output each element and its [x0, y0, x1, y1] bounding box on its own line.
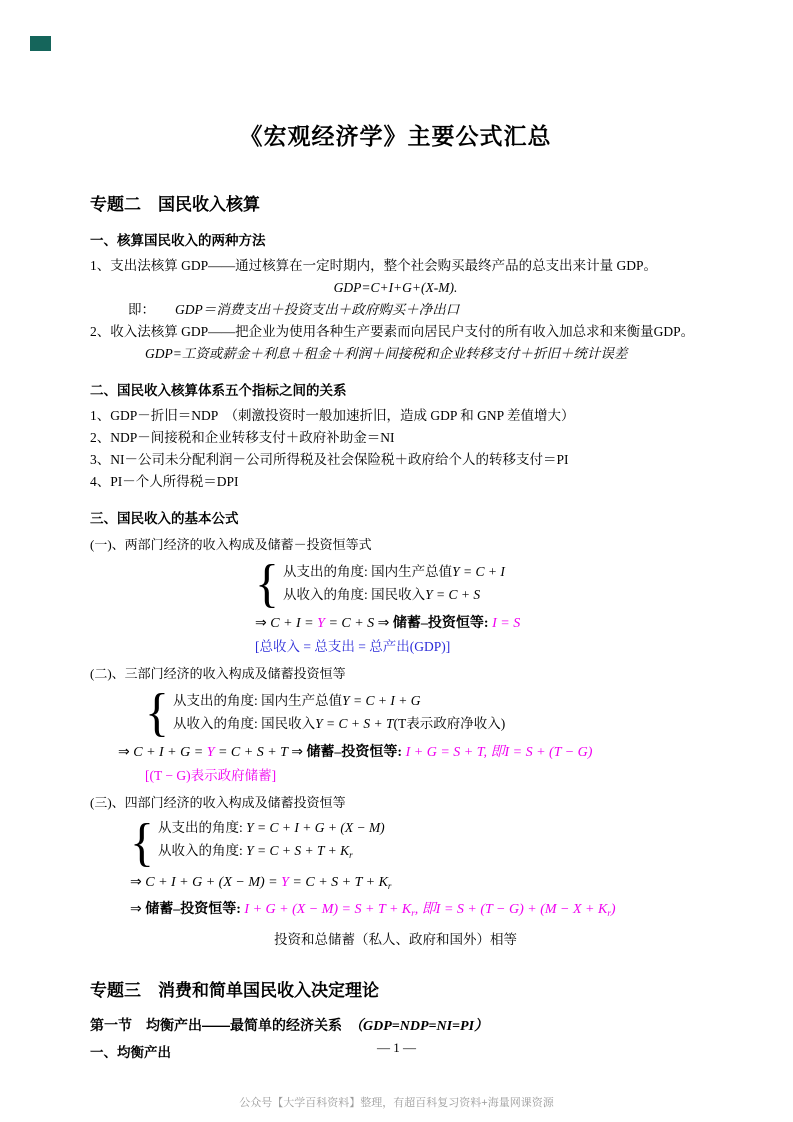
expenditure-view-label: 从支出的角度: 国内生产总值	[173, 693, 343, 708]
three-sector-equations	[173, 689, 505, 735]
kr-subscript: r	[349, 850, 353, 860]
implies-arrow: ⇒	[255, 616, 271, 631]
corner-logo	[30, 36, 51, 51]
four-sector-caption: (三)、四部门经济的收入构成及储蓄投资恒等	[90, 795, 346, 810]
derivation-term-highlight: Y	[281, 875, 289, 890]
kr-subscript: r	[607, 908, 611, 918]
four-sector-equations	[158, 816, 385, 867]
topic2-heading: 专题二 国民收入核算	[90, 195, 260, 214]
gdp-expenditure-expansion	[128, 299, 701, 321]
expenditure-view-formula: Y = C + I + G	[342, 693, 421, 708]
three-sector-derivation	[118, 741, 701, 765]
indicator-relation-3: 3、NI－公司未分配利润－公司所得税及社会保险税＋政府给个人的转移支付＝PI	[90, 452, 569, 467]
derivation-term: = C + S + T	[214, 745, 292, 760]
implies-arrow: ⇒	[130, 902, 146, 917]
topic3-heading: 专题三 消费和简单国民收入决定理论	[90, 981, 379, 1000]
implies-arrow: ⇒	[130, 875, 146, 890]
two-sector-equation-system	[255, 553, 701, 613]
saving-investment-label: 储蓄–投资恒等:	[392, 616, 493, 631]
saving-investment-label: 储蓄–投资恒等:	[306, 745, 406, 760]
expenditure-view-label: 从支出的角度:	[158, 820, 247, 835]
three-sector-caption: (二)、三部门经济的收入构成及储蓄投资恒等	[90, 666, 346, 681]
income-view-label: 从收入的角度: 国民收入	[173, 716, 316, 731]
derivation-term: C + I + G =	[133, 745, 207, 760]
page-number: — 1 —	[377, 1040, 416, 1055]
curly-brace-icon: {	[255, 553, 279, 613]
section-heading-five-indicators: 二、国民收入核算体系五个指标之间的关系	[90, 383, 347, 398]
namely-label: 即：	[128, 302, 155, 317]
identity-result: I = S	[492, 616, 521, 631]
income-view-line	[158, 839, 385, 867]
kr-subscript: r	[411, 908, 415, 918]
two-sector-caption: (一)、两部门经济的收入构成及储蓄－投资恒等式	[90, 537, 372, 552]
two-sector-derivation	[255, 612, 701, 636]
section1-title-formula: （GDP=NDP=NI=PI）	[356, 1019, 489, 1034]
derivation-term: = C + S	[324, 616, 378, 631]
income-view-formula: Y = C + S + T + K	[246, 843, 350, 858]
two-sector-equations	[283, 560, 505, 606]
derivation-term: = C + S + T + K	[288, 875, 388, 890]
income-expenditure-output-identity: [总收入 = 总支出 = 总产出(GDP)]	[255, 639, 451, 654]
income-view-formula: Y = C + S	[425, 587, 481, 602]
gdp-income-formula: GDP=工资或薪金＋利息＋租金＋利润＋间接税和企业转移支付＋折旧＋统计误差	[145, 346, 628, 361]
section1-title: 第一节 均衡产出——最简单的经济关系	[90, 1017, 356, 1033]
gdp-expenditure-expansion-formula: GDP＝消费支出＋投资支出＋政府购买＋净出口	[175, 302, 460, 317]
net-income-note: (T表示政府净收入)	[393, 716, 506, 731]
section-heading-basic-formulas: 三、国民收入的基本公式	[90, 511, 239, 526]
four-sector-derivation-1	[130, 871, 701, 898]
indicator-relation-1: 1、GDP－折旧＝NDP （刺激投资时一般加速折旧，造成 GDP 和 GNP 差值增大）	[90, 408, 575, 423]
four-sector-equation-system	[130, 812, 701, 871]
expenditure-view-line	[158, 816, 385, 839]
implies-arrow: ⇒	[377, 616, 393, 631]
expenditure-method-text: 1、支出法核算 GDP——通过核算在一定时期内，整个社会购买最终产品的总支出来计量 GDP。	[90, 258, 658, 273]
page-title: 《宏观经济学》主要公式汇总	[239, 123, 552, 149]
income-view-formula: Y = C + S + T	[315, 716, 394, 731]
document-content	[0, 118, 793, 1063]
four-sector-derivation-2	[130, 898, 701, 925]
derivation-term: C + I =	[270, 616, 318, 631]
saving-investment-label: 储蓄–投资恒等:	[145, 902, 245, 917]
government-saving-note: [(T − G)表示政府储蓄]	[145, 768, 277, 783]
curly-brace-icon: {	[130, 812, 154, 871]
expenditure-view-line	[173, 689, 505, 712]
income-view-line	[283, 583, 505, 606]
indicator-relation-4: 4、PI－个人所得税＝DPI	[90, 474, 239, 489]
section-heading-two-methods: 一、核算国民收入的两种方法	[90, 233, 266, 248]
expenditure-view-line	[283, 560, 505, 583]
identity-result: )	[610, 902, 616, 917]
kr-subscript: r	[387, 881, 392, 891]
derivation-term-highlight: Y	[206, 745, 215, 760]
income-method-text: 2、收入法核算 GDP——把企业为使用各种生产要素而向居民户支付的所有收入加总求和来衡量GDP。	[90, 324, 695, 339]
total-saving-summary: 投资和总储蓄（私人、政府和国外）相等	[274, 932, 517, 947]
identity-result: I + G = S + T, 即I = S + (T − G)	[405, 745, 593, 760]
implies-arrow: ⇒	[291, 745, 307, 760]
footer-note: 公众号【大学百科资料】整理，有超百科复习资料+海量网课资源	[239, 1097, 554, 1109]
expenditure-view-label: 从支出的角度: 国内生产总值	[283, 564, 453, 579]
gdp-expenditure-formula: GDP=C+I+G+(X-M).	[333, 280, 458, 295]
income-view-line	[173, 712, 505, 735]
curly-brace-icon: {	[145, 682, 169, 742]
implies-arrow: ⇒	[118, 745, 134, 760]
section1-heading	[90, 1015, 701, 1037]
identity-result: , 即I = S + (T − G) + (M − X + K	[414, 902, 608, 917]
identity-result: I + G + (X − M) = S + T + K	[244, 902, 412, 917]
three-sector-equation-system	[145, 682, 701, 742]
income-view-label: 从收入的角度:	[158, 843, 247, 858]
equilibrium-output-subheading: 一、均衡产出	[90, 1045, 171, 1060]
expenditure-view-formula: Y = C + I + G + (X − M)	[246, 820, 385, 835]
derivation-term-highlight: Y	[317, 616, 325, 631]
income-view-label: 从收入的角度: 国民收入	[283, 587, 426, 602]
indicator-relation-2: 2、NDP－间接税和企业转移支付＋政府补助金＝NI	[90, 430, 395, 445]
expenditure-view-formula: Y = C + I	[452, 564, 505, 579]
derivation-term: C + I + G + (X − M) =	[145, 875, 282, 890]
